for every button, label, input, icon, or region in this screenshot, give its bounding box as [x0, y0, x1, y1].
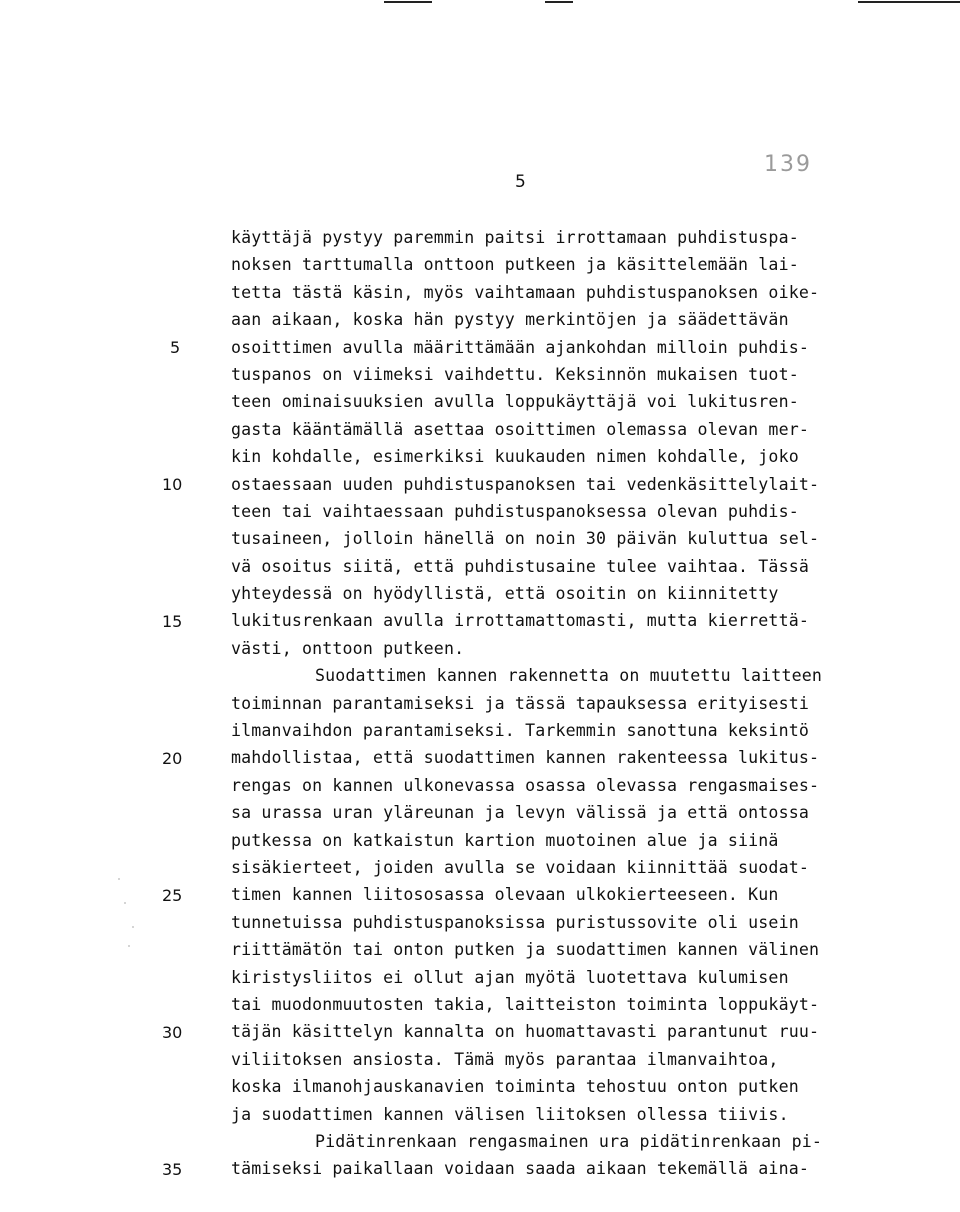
- scan-edge-rule: [384, 1, 432, 3]
- text-line: lukitusrenkaan avulla irrottamattomasti, mutta kierrettä-: [231, 611, 809, 631]
- text-line: sa urassa uran yläreunan ja levyn välissä ja että ontossa: [231, 803, 809, 823]
- line-number: 30: [162, 1022, 183, 1042]
- text-line: timen kannen liitososassa olevaan ulkokierteeseen. Kun: [231, 885, 779, 905]
- text-line: täjän käsittelyn kannalta on huomattavasti parantunut ruu-: [231, 1022, 820, 1042]
- line-number: 15: [162, 611, 183, 631]
- line-number: 25: [162, 885, 183, 905]
- text-line: gasta kääntämällä asettaa osoittimen olemassa olevan mer-: [231, 419, 809, 439]
- scan-speck: [118, 878, 120, 880]
- text-line: västi, onttoon putkeen.: [231, 638, 465, 658]
- text-line: ostaessaan uuden puhdistuspanoksen tai vedenkäsittelylait-: [231, 474, 820, 494]
- scan-edge-rule: [545, 1, 573, 3]
- text-line: yhteydessä on hyödyllistä, että osoitin on kiinnitetty: [231, 584, 779, 604]
- line-number: 20: [162, 748, 183, 768]
- text-line: riittämätön tai onton putken ja suodattimen kannen välinen: [231, 940, 820, 960]
- text-line: Pidätinrenkaan rengasmainen ura pidätinrenkaan pi-: [315, 1131, 823, 1151]
- text-line: rengas on kannen ulkonevassa osassa olevassa rengasmaises-: [231, 775, 820, 795]
- line-number: 35: [162, 1159, 183, 1179]
- text-line: tunnetuissa puhdistuspanoksissa puristussovite oli usein: [231, 912, 799, 932]
- line-number: 10: [162, 474, 183, 494]
- text-line: Suodattimen kannen rakennetta on muutettu laitteen: [315, 666, 823, 686]
- text-line: putkessa on katkaistun kartion muotoinen alue ja siinä: [231, 830, 779, 850]
- text-line: toiminnan parantamiseksi ja tässä tapauksessa erityisesti: [231, 693, 809, 713]
- page-number: 5: [515, 172, 526, 192]
- scan-edge-rule: [858, 1, 960, 3]
- text-line: sisäkierteet, joiden avulla se voidaan kiinnittää suodat-: [231, 857, 809, 877]
- text-line: viliitoksen ansiosta. Tämä myös parantaa ilmanvaihtoa,: [231, 1049, 779, 1069]
- text-line: mahdollistaa, että suodattimen kannen rakenteessa lukitus-: [231, 748, 820, 768]
- text-line: teen tai vaihtaessaan puhdistuspanoksessa olevan puhdis-: [231, 501, 799, 521]
- text-line: käyttäjä pystyy paremmin paitsi irrottamaan puhdistuspa-: [231, 228, 799, 247]
- scan-speck: [124, 902, 126, 904]
- text-line: aan aikaan, koska hän pystyy merkintöjen ja säädettävän: [231, 310, 789, 330]
- text-line: kin kohdalle, esimerkiksi kuukauden nimen kohdalle, joko: [231, 447, 799, 467]
- faint-stamp: 139: [764, 152, 812, 177]
- text-line: tetta tästä käsin, myös vaihtamaan puhdistuspanoksen oike-: [231, 282, 820, 302]
- text-line: koska ilmanohjauskanavien toiminta tehostuu onton putken: [231, 1077, 799, 1097]
- text-line: teen ominaisuuksien avulla loppukäyttäjä voi lukitusren-: [231, 392, 799, 412]
- scan-speck: [128, 945, 130, 947]
- text-line: ja suodattimen kannen välisen liitoksen ollessa tiivis.: [231, 1104, 789, 1124]
- scan-speck: [132, 926, 134, 928]
- text-line: kiristysliitos ei ollut ajan myötä luotettava kulumisen: [231, 967, 789, 987]
- line-number: 5: [170, 337, 181, 357]
- text-line: vä osoitus siitä, että puhdistusaine tulee vaihtaa. Tässä: [231, 556, 809, 576]
- text-line: tai muodonmuutosten takia, laitteiston toiminta loppukäyt-: [231, 994, 820, 1014]
- body-text: [231, 224, 901, 1183]
- text-line: noksen tarttumalla onttoon putkeen ja käsittelemään lai-: [231, 255, 799, 275]
- text-line: tusaineen, jolloin hänellä on noin 30 päivän kuluttua sel-: [231, 529, 820, 549]
- text-line: tämiseksi paikallaan voidaan saada aikaan tekemällä aina-: [231, 1159, 809, 1179]
- text-line: tuspanos on viimeksi vaihdettu. Keksinnön mukaisen tuot-: [231, 364, 799, 384]
- text-line: ilmanvaihdon parantamiseksi. Tarkemmin sanottuna keksintö: [231, 721, 809, 741]
- text-line: osoittimen avulla määrittämään ajankohdan milloin puhdis-: [231, 337, 809, 357]
